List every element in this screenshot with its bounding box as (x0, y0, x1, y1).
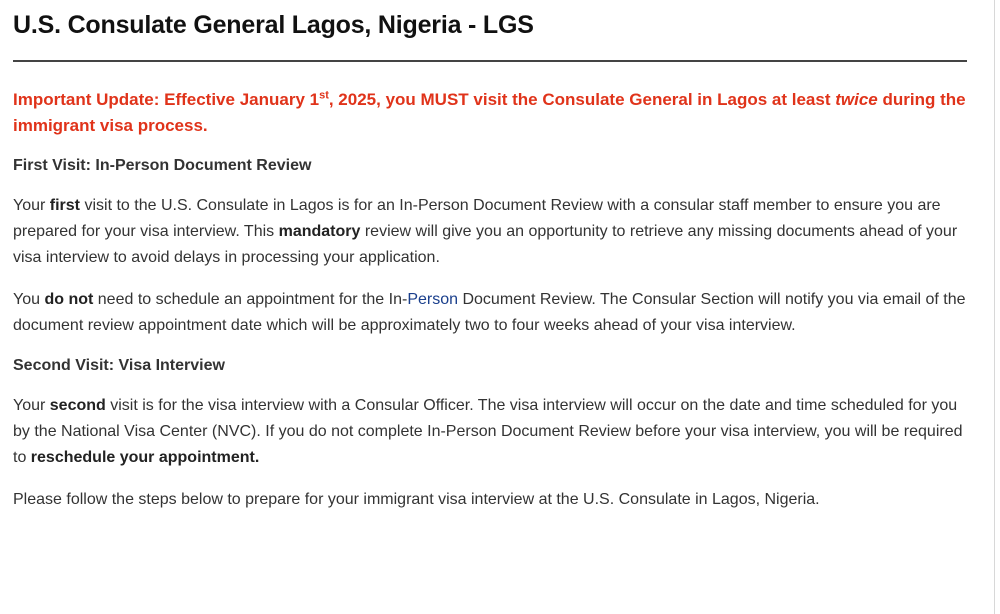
bold-first: first (49, 197, 81, 214)
important-update-alert (13, 87, 969, 139)
first-visit-paragraph-1 (13, 193, 969, 271)
second-visit-paragraph (13, 393, 969, 471)
alert-text-1: Important Update: Effective January 1 (13, 90, 320, 109)
main-content (13, 0, 969, 513)
alert-text-3: during the immigrant visa process. (13, 90, 966, 135)
bold-second: second (49, 397, 106, 414)
text: You (13, 291, 45, 308)
page-title: U.S. Consulate General Lagos, Nigeria - LGS (13, 11, 534, 39)
closing-paragraph: Please follow the steps below to prepare for your immigrant visa interview at the U.S. Consulate in Lagos, Nigeria. (13, 491, 820, 508)
text: visit to the U.S. Consulate in Lagos is for an In-Person Document Review with a consular staff member to ensure you are prepared for your visa interview. This (13, 197, 941, 240)
bold-mandatory: mandatory (278, 223, 361, 240)
text: review will give you an opportunity to retrieve any missing documents ahead of your visa interview to avoid delays in processing your application. (13, 223, 958, 266)
text: Your (13, 397, 50, 414)
text: Your (13, 197, 50, 214)
second-visit-heading: Second Visit: Visa Interview (13, 357, 225, 374)
alert-text-2: , 2025, you MUST visit the Consulate General in Lagos at least (328, 90, 836, 109)
scrollbar-track[interactable] (994, 0, 1000, 614)
text: need to schedule an appointment for the In- (93, 291, 408, 308)
alert-superscript: st (319, 89, 329, 102)
text: Document Review. The Consular Section will notify you via email of the document review appointment date which will be approximately two to four weeks ahead of your visa interview. (13, 291, 966, 334)
alert-emphasis: twice (835, 90, 878, 109)
bold-reschedule: reschedule your appointment. (30, 449, 260, 466)
person-word: Person (407, 291, 459, 308)
title-divider (13, 60, 967, 62)
first-visit-heading: First Visit: In-Person Document Review (13, 157, 312, 174)
text: visit is for the visa interview with a Consular Officer. The visa interview will occur on the date and time scheduled for you by the National Visa Center (NVC). If you do not complete In-Person Document Review before your visa interview, you will be required to (13, 397, 963, 466)
first-visit-paragraph-2 (13, 287, 969, 339)
bold-do-not: do not (44, 291, 94, 308)
